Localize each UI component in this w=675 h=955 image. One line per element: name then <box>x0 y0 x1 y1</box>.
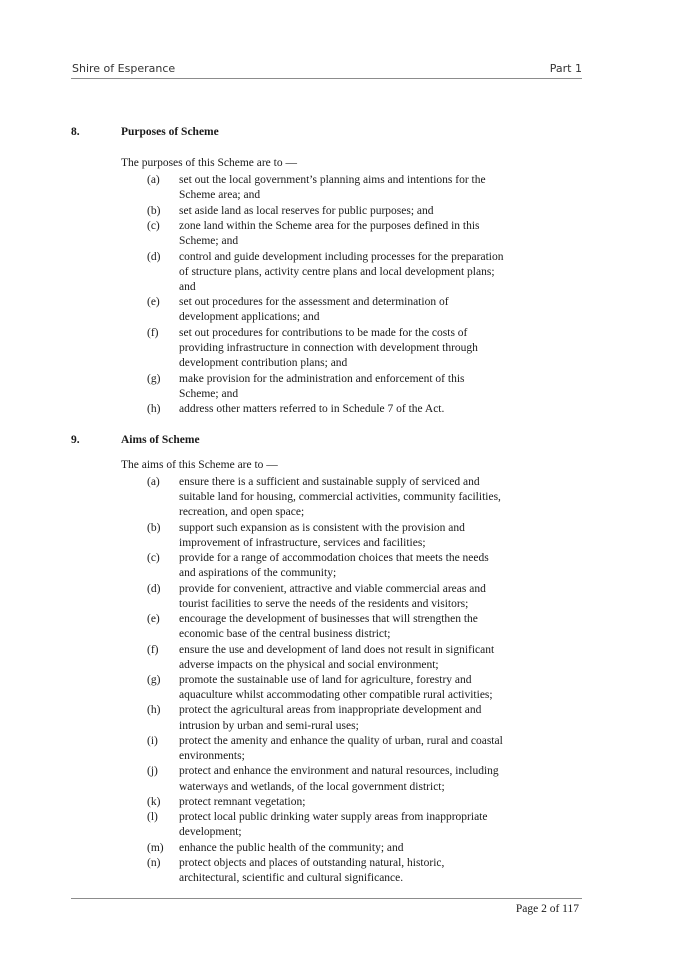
list-item <box>147 475 547 520</box>
page-number: Page 2 of 117 <box>515 903 579 915</box>
section-title: Purposes of Scheme <box>121 126 219 138</box>
section-title: Aims of Scheme <box>121 434 200 446</box>
item-text: ensure there is a sufficient and sustainable supply of serviced and suitable land for housing, commercial activities, community facilities, recreation, and open space; <box>179 476 501 519</box>
item-label: (e) <box>147 613 160 626</box>
list-item <box>147 703 547 733</box>
item-text: provide for convenient, attractive and viable commercial areas and tourist facilities to serve the needs of the residents and visitors; <box>179 582 486 610</box>
list-item <box>147 856 547 886</box>
item-text: promote the sustainable use of land for agriculture, forestry and aquaculture whilst accommodating other compatible rural activities; <box>179 674 493 702</box>
item-text: ensure the use and development of land does not result in significant adverse impacts on the physical and social environment; <box>179 643 495 671</box>
item-label: (j) <box>147 765 158 778</box>
item-text: protect remnant vegetation; <box>179 795 306 808</box>
item-label: (c) <box>147 552 160 565</box>
item-text: set out the local government’s planning aims and intentions for the Scheme area; and <box>179 174 486 202</box>
item-label: (h) <box>147 403 161 416</box>
list-item <box>147 204 547 219</box>
item-text: enhance the public health of the community; and <box>179 841 404 854</box>
list-item <box>147 795 547 810</box>
list-item <box>147 402 547 417</box>
item-label: (c) <box>147 220 160 233</box>
item-label: (a) <box>147 476 160 488</box>
item-text: set out procedures for contributions to be made for the costs of providing infrastructure in connection with development through development contribution plans; and <box>179 326 478 370</box>
list-item <box>147 551 547 581</box>
item-label: (h) <box>147 704 161 717</box>
item-text: protect local public drinking water supply areas from inappropriate development; <box>179 811 488 839</box>
list-item <box>147 326 547 371</box>
list-item <box>147 734 547 764</box>
item-label: (l) <box>147 811 158 824</box>
list-item <box>147 841 547 856</box>
item-label: (e) <box>147 296 160 309</box>
item-label: (n) <box>147 857 161 870</box>
item-label: (f) <box>147 326 159 339</box>
list-item <box>147 612 547 642</box>
header-document-title: Shire of Esperance <box>72 62 176 75</box>
item-text: support such expansion as is consistent with the provision and improvement of infrastructure, services and facilities; <box>179 521 465 549</box>
item-text: protect objects and places of outstanding natural, historic, architectural, scientific and cultural significance. <box>179 857 445 885</box>
item-label: (b) <box>147 204 161 217</box>
list-item <box>147 673 547 703</box>
section-number: 9. <box>71 434 80 446</box>
list-item <box>147 219 547 249</box>
list-item <box>147 372 547 402</box>
item-label: (a) <box>147 174 160 186</box>
item-label: (g) <box>147 372 161 385</box>
list-item <box>147 250 547 295</box>
item-text: make provision for the administration and enforcement of this Scheme; and <box>179 372 465 400</box>
list-item <box>147 810 547 840</box>
item-text: set aside land as local reserves for public purposes; and <box>179 204 434 217</box>
item-text: address other matters referred to in Schedule 7 of the Act. <box>179 403 445 416</box>
item-text: encourage the development of businesses that will strengthen the economic base of the central business district; <box>179 613 478 641</box>
list-item <box>147 582 547 612</box>
item-text: protect and enhance the environment and natural resources, including waterways and wetlands, of the local government district; <box>179 765 499 793</box>
list-item <box>147 521 547 551</box>
list-item <box>147 173 547 203</box>
header-part-label: Part 1 <box>549 62 582 75</box>
item-text: set out procedures for the assessment and determination of development applications; and <box>179 296 449 324</box>
item-text: control and guide development including processes for the preparation of structure plans, activity centre plans and local development plans; and <box>179 250 504 293</box>
item-label: (b) <box>147 521 161 534</box>
footer-divider <box>71 898 582 899</box>
list-item <box>147 643 547 673</box>
item-text: protect the amenity and enhance the quality of urban, rural and coastal environments; <box>179 734 503 763</box>
purposes-list <box>147 173 547 418</box>
section-intro-purposes: The purposes of this Scheme are to — <box>121 157 297 169</box>
item-label: (d) <box>147 582 161 595</box>
list-item <box>147 764 547 794</box>
item-label: (g) <box>147 674 161 686</box>
item-text: zone land within the Scheme area for the purposes defined in this Scheme; and <box>179 220 480 248</box>
item-text: provide for a range of accommodation choices that meets the needs and aspirations of the community; <box>179 552 489 580</box>
item-label: (k) <box>147 795 161 808</box>
aims-list <box>147 475 547 887</box>
section-number: 8. <box>71 126 80 138</box>
item-label: (m) <box>147 841 164 854</box>
item-label: (f) <box>147 643 159 656</box>
list-item <box>147 295 547 325</box>
section-intro-aims: The aims of this Scheme are to — <box>121 459 278 471</box>
item-label: (i) <box>147 734 158 747</box>
page-header <box>71 62 582 79</box>
item-text: protect the agricultural areas from inappropriate development and intrusion by urban and semi-rural uses; <box>179 704 482 732</box>
item-label: (d) <box>147 250 161 263</box>
